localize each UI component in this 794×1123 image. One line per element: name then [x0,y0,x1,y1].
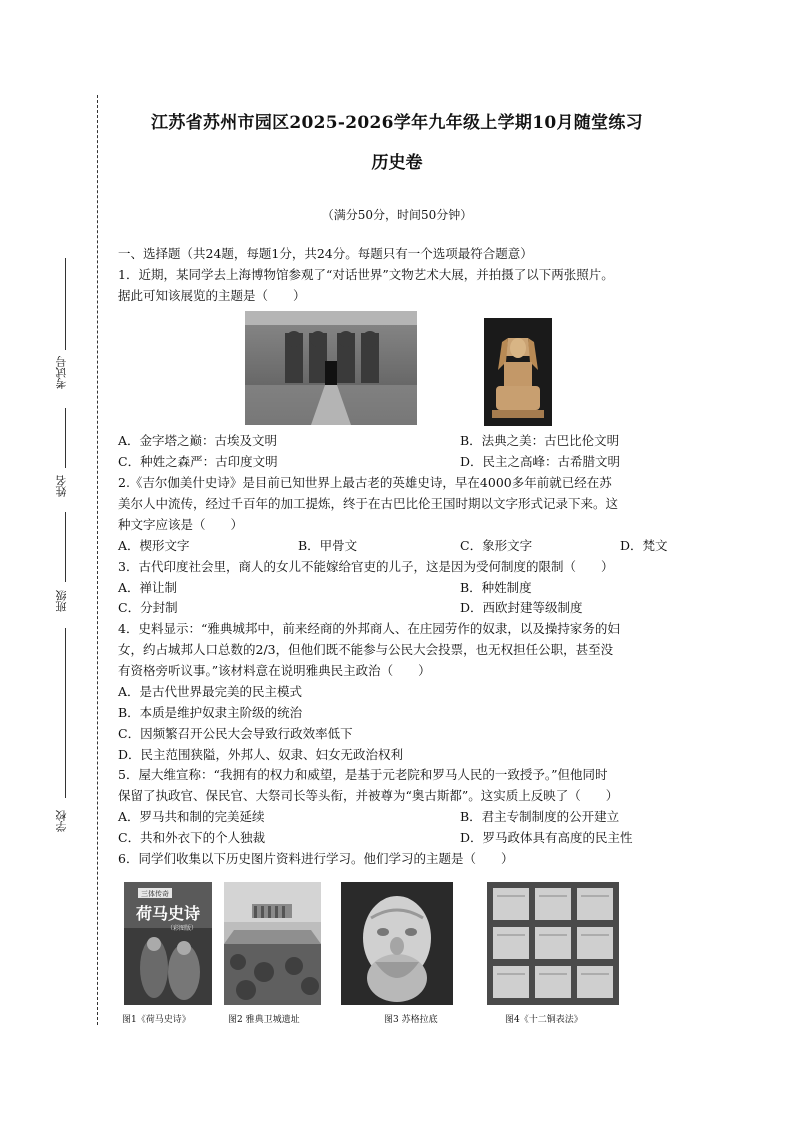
sidebar-write-line [65,512,66,582]
figure-3-caption: 图3 苏格拉底 [384,1015,438,1025]
question-1-stem: 1．近期，某同学去上海博物馆参观了“对话世界”文物艺术大展，并拍摄了以下两张照片。 [118,267,614,282]
binding-dashed-line [97,95,98,1025]
question-4-option-b: B．本质是维护奴隶主阶级的统治 [118,705,303,720]
sidebar-write-line [65,628,66,798]
question-6-stem: 6．同学们收集以下历史图片资料进行学习。他们学习的主题是（ ） [118,851,514,866]
sidebar-label-class: 班级 [55,590,68,612]
socrates-bust-photo [341,882,453,1005]
question-4-option-d: D．民主范围狭隘，外邦人、奴隶、妇女无政治权利 [118,747,404,762]
question-4-option-c: C．因频繁召开公民大会导致行政效率低下 [118,726,353,741]
athens-acropolis-photo [224,882,321,1005]
figure-1-caption: 图1《荷马史诗》 [122,1015,191,1025]
sidebar-label-name: 姓名 [55,475,68,497]
question-2-option-a: A．楔形文字 [118,538,190,553]
question-1-stem: 据此可知该展览的主题是（ ） [118,288,306,303]
question-1-option-b: B．法典之美：古巴比伦文明 [460,433,620,448]
sidebar-write-line [65,258,66,350]
question-1-option-c: C．种姓之森严：古印度文明 [118,454,278,469]
page-subtitle: 历史卷 [371,153,423,173]
question-2-stem: 种文字应该是（ ） [118,517,244,532]
question-5-stem: 保留了执政官、保民官、大祭司长等头衔，并被尊为“奥古斯都”。这实质上反映了（ ） [118,788,619,803]
section-heading: 一、选择题（共24题，每题1分，共24分。每题只有一个选项最符合题意） [118,246,533,261]
abu-simbel-temple-photo [245,311,417,425]
question-4-stem: 女，约占城邦人口总数的2/3，但他们既不能参与公民大会投票，也无权担任公职，甚至没 [118,642,614,657]
question-2-stem: 2.《吉尔伽美什史诗》是目前已知世界上最古老的英雄史诗，早在4000多年前就已经在苏 [118,475,612,490]
question-3-option-b: B．种姓制度 [460,580,532,595]
question-5-option-a: A．罗马共和制的完美延续 [118,809,265,824]
page-title: 江苏省苏州市园区2025-2026学年九年级上学期10月随堂练习 [151,113,643,133]
question-2-stem: 美尔人中流传，经过千百年的加工提炼，终于在古巴比伦王国时期以文字形式记录下来。这 [118,496,619,511]
homer-epic-book-cover [124,882,212,1005]
figure-2-caption: 图2 雅典卫城遗址 [228,1015,300,1025]
question-2-option-c: C．象形文字 [460,538,533,553]
question-3-option-c: C．分封制 [118,600,178,615]
question-5-option-b: B．君主专制制度的公开建立 [460,809,620,824]
figure-4-caption: 图4《十二铜表法》 [505,1015,583,1025]
question-1-option-a: A．金字塔之巅：古埃及文明 [118,433,278,448]
sidebar-write-line [65,408,66,468]
book-series-label: 三体传奇 [141,890,169,898]
question-4-stem: 4．史料显示：“雅典城邦中，前来经商的外邦商人、在庄园劳作的奴隶，以及操持家务的妇 [118,621,620,636]
question-3-option-a: A．禅让制 [118,580,178,595]
question-5-option-d: D．罗马政体具有高度的民主性 [460,830,633,845]
question-4-option-a: A．是古代世界最完美的民主模式 [118,684,303,699]
question-5-option-c: C．共和外衣下的个人独裁 [118,830,266,845]
question-3-stem: 3．古代印度社会里，商人的女儿不能嫁给官吏的儿子，这是因为受何制度的限制（ ） [118,559,614,574]
question-3-option-d: D．西欧封建等级制度 [460,600,583,615]
book-subtitle: （彩图版） [166,925,198,932]
twelve-tables-photo [487,882,619,1005]
sidebar-label-exam-number: 考试号 [55,356,68,389]
question-2-option-d: D．梵文 [620,538,668,553]
book-title: 荷马史诗 [135,904,201,923]
question-2-option-b: B．甲骨文 [298,538,358,553]
sphinx-statue-photo [484,318,552,426]
sidebar-label-school: 学校 [55,810,68,832]
question-5-stem: 5．屋大维宣称：“我拥有的权力和威望，是基于元老院和罗马人民的一致授予。”但他同时 [118,767,608,782]
exam-info: （满分50分，时间50分钟） [321,208,473,222]
question-4-stem: 有资格旁听议事。”该材料意在说明雅典民主政治（ ） [118,663,431,678]
question-1-option-d: D．民主之高峰：古希腊文明 [460,454,621,469]
